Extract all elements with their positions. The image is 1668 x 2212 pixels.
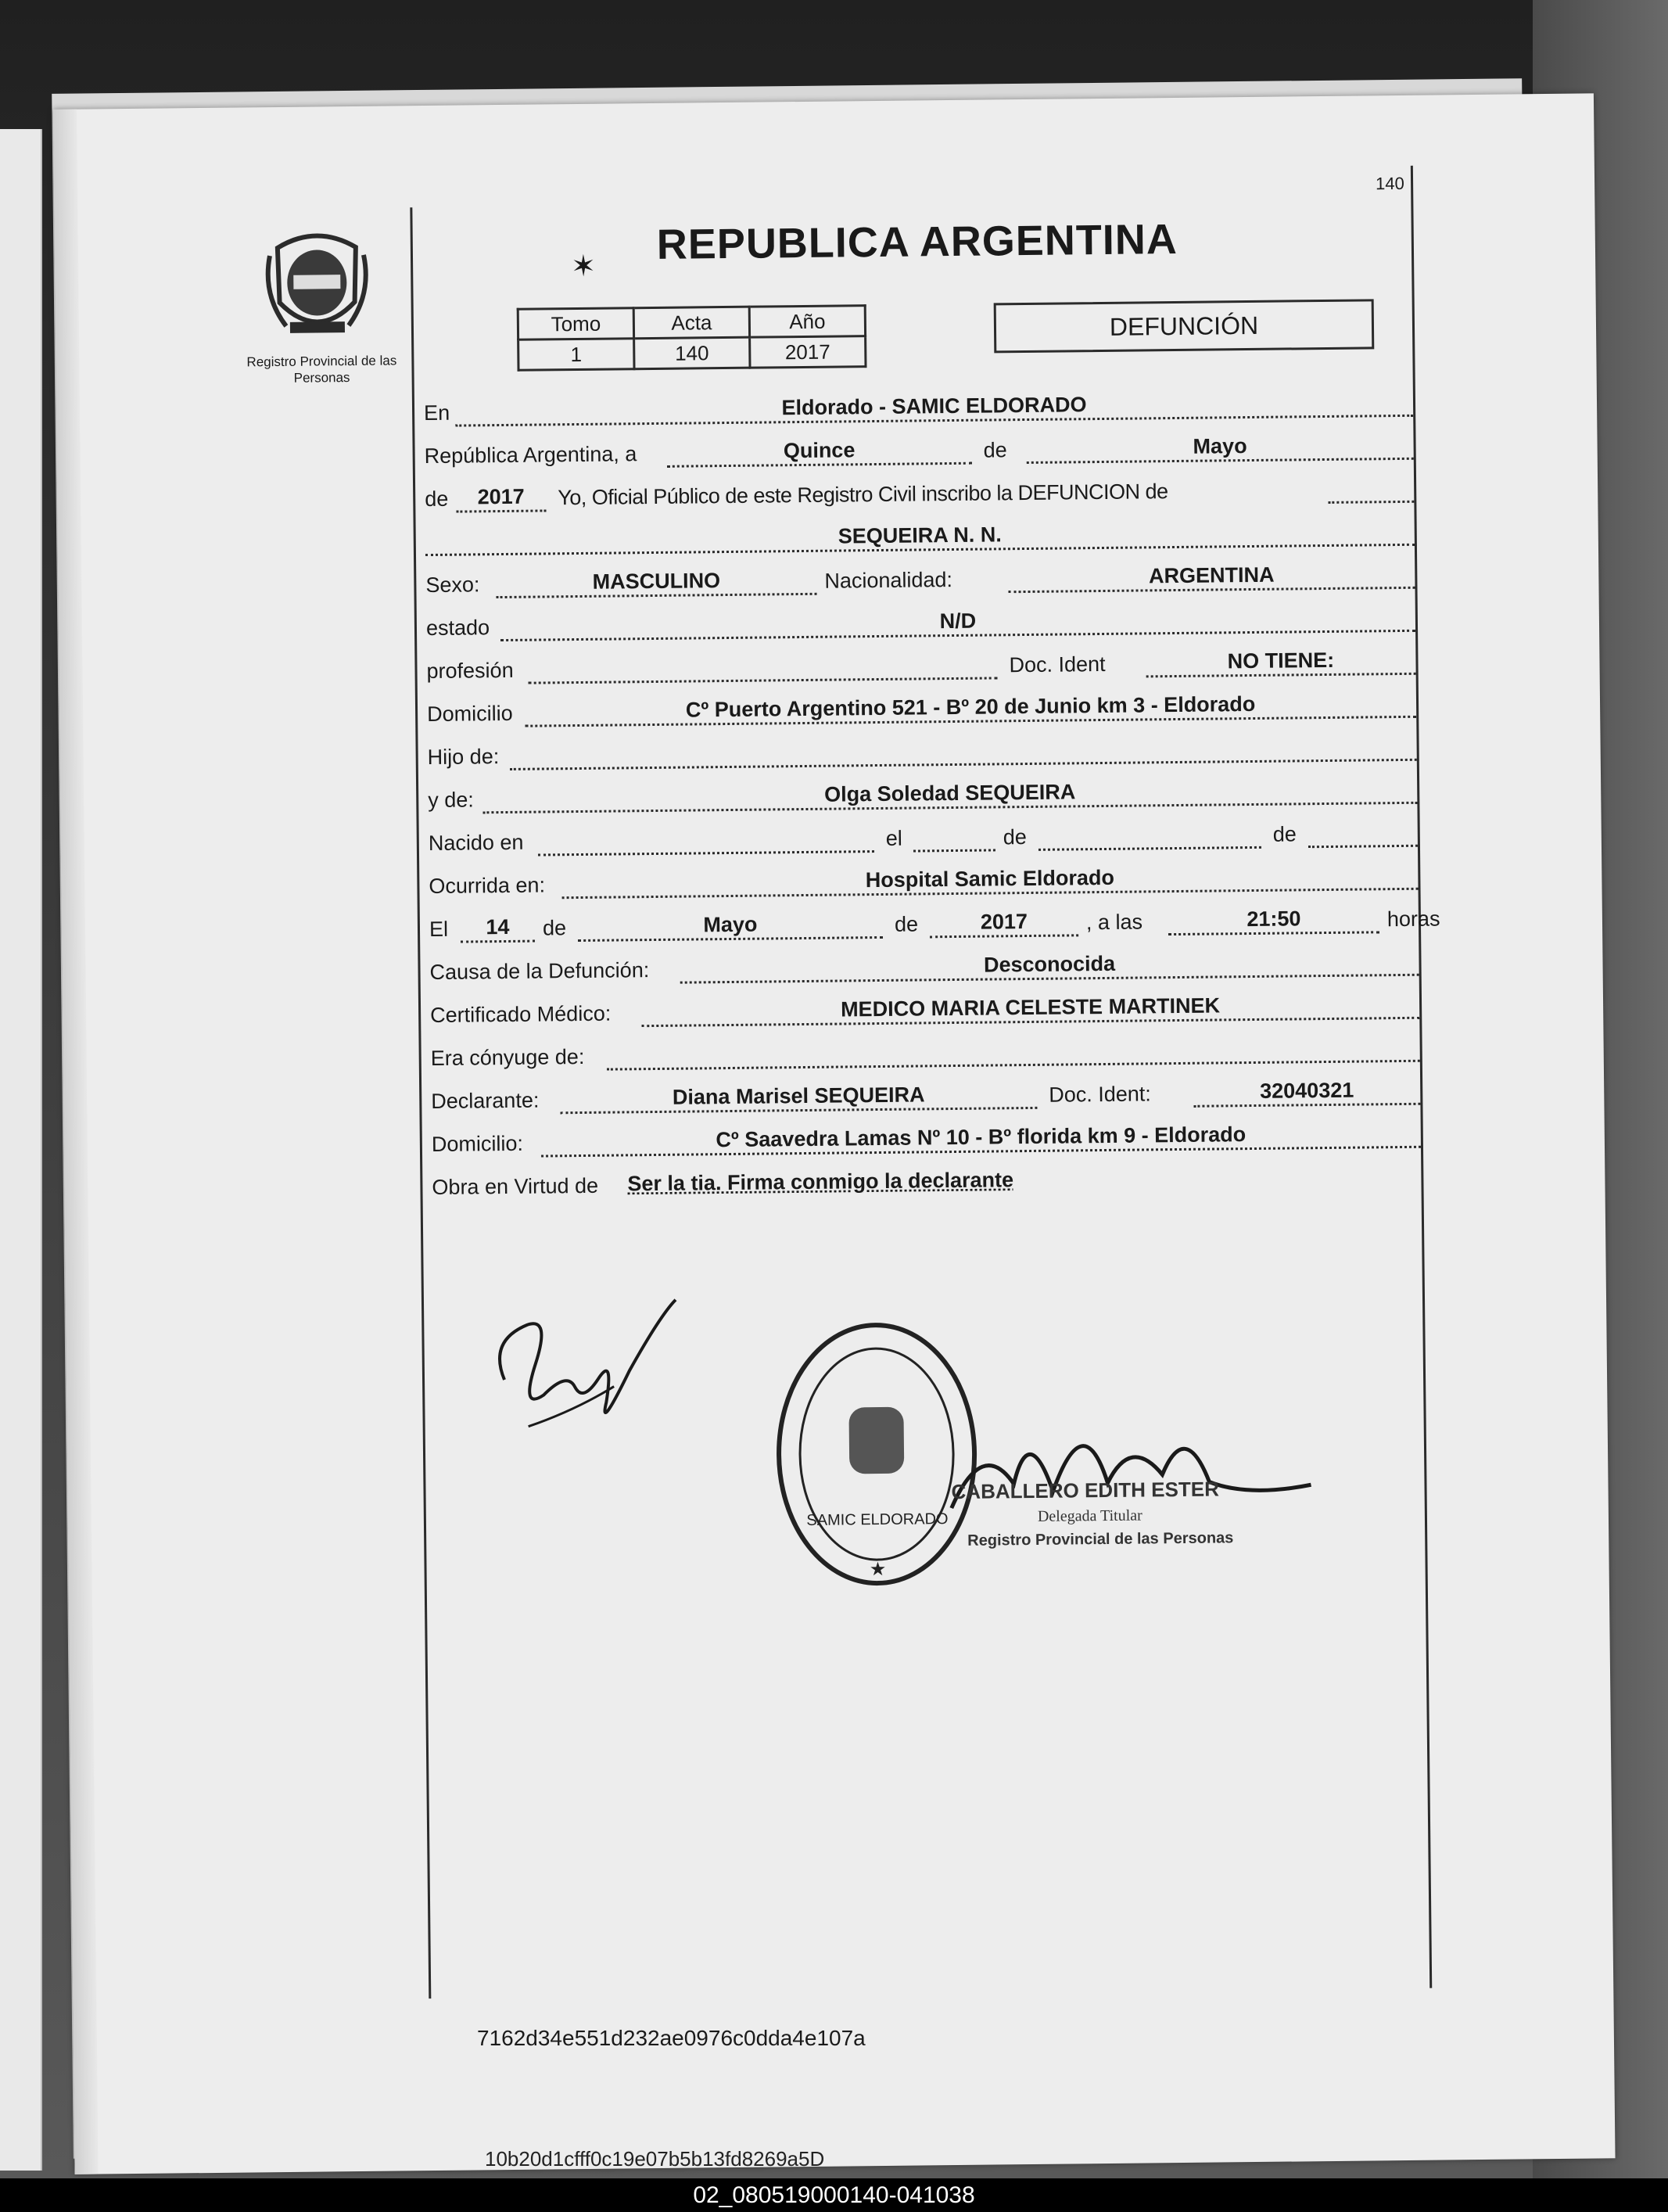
provincial-crest-icon [262, 224, 373, 342]
value-death-year: 2017 [980, 910, 1028, 934]
footer-file-id: 02_080519000140-041038 [693, 2182, 975, 2208]
label-cause: Causa de la Defunción: [429, 958, 650, 985]
value-day-text: Quince [783, 438, 856, 463]
value-certificate: MEDICO MARIA CELESTE MARTINEK [840, 993, 1221, 1022]
label-occurred: Ocurrida en: [429, 873, 546, 899]
row-en [424, 389, 1417, 430]
label-de: de [1272, 822, 1297, 846]
value-reason: Ser la tia. Firma conmigo la declarante [627, 1168, 1014, 1196]
row-sex [425, 561, 1419, 602]
label-de: de [894, 912, 919, 936]
register-label: Acta [633, 307, 749, 339]
value-occurred: Hospital Samic Eldorado [865, 865, 1115, 892]
label-hours: horas [1386, 907, 1440, 932]
label-declarant: Declarante: [431, 1088, 540, 1114]
row-death-date [429, 905, 1438, 947]
row-address [427, 690, 1420, 731]
row-cause [429, 948, 1422, 989]
label-child-of: Hijo de: [427, 745, 500, 770]
row-certificate [430, 991, 1423, 1032]
register-value: 2017 [750, 336, 866, 368]
label-born-in: Nacido en [428, 830, 524, 856]
label-de-year: de [425, 487, 449, 512]
row-marital [426, 604, 1419, 645]
svg-text:★: ★ [869, 1558, 887, 1581]
inscription-text: Yo, Oficial Público de este Registro Civil inscribo la DEFUNCION de [558, 479, 1168, 510]
row-occurred [429, 862, 1422, 903]
register-value: 1 [518, 339, 634, 371]
field-line [1308, 818, 1418, 848]
crest-caption: Registro Provincial de las Personas [246, 353, 397, 386]
official-office: Registro Provincial de las Personas [967, 1529, 1234, 1549]
label-and-of: y de: [428, 788, 474, 813]
value-month: Mayo [1193, 434, 1247, 458]
label-republica: República Argentina, a [424, 442, 637, 469]
value-address: Cº Puerto Argentino 521 - Bº 20 de Junio km 3 - Eldorado [685, 691, 1256, 722]
register-table [517, 304, 867, 372]
value-death-day: 14 [486, 914, 510, 939]
field-line [509, 732, 1416, 770]
field-line [528, 650, 997, 684]
label-address: Domicilio: [431, 1131, 524, 1157]
row-child-of [428, 733, 1421, 774]
value-declarant-address: Cº Saavedra Lamas Nº 10 - Bº florida km 9 - Eldorado [716, 1122, 1247, 1152]
register-label: Tomo [518, 308, 633, 340]
row-profession [426, 647, 1419, 688]
row-born [429, 819, 1422, 860]
label-sex: Sexo: [425, 573, 480, 598]
row-year [425, 475, 1418, 516]
value-nationality: ARGENTINA [1148, 562, 1275, 588]
label-address: Domicilio [426, 701, 513, 727]
label-el: el [885, 826, 902, 850]
value-death-month: Mayo [703, 912, 758, 937]
label-reason: Obra en Virtud de [432, 1173, 599, 1200]
left-margin-rule [410, 207, 431, 1998]
declarant-signature [480, 1292, 685, 1443]
official-signature [934, 1387, 1343, 1571]
field-line [538, 824, 874, 856]
row-reason [432, 1163, 1425, 1205]
field-line [607, 1033, 1420, 1071]
document-hash: 7162d34e551d232ae0976c0dda4e107a [477, 2026, 866, 2050]
register-label: Año [749, 306, 865, 338]
row-declarant [431, 1077, 1424, 1119]
label-at: , a las [1085, 910, 1143, 935]
value-year: 2017 [477, 484, 525, 509]
star-mark: ✶ [570, 250, 597, 284]
label-de: de [983, 438, 1007, 462]
death-certificate-page [53, 93, 1616, 2174]
register-value: 140 [634, 337, 750, 369]
adjacent-sheet [0, 129, 42, 2171]
page-number: 140 [1375, 173, 1404, 194]
label-de: de [542, 916, 567, 940]
svg-text:SAMIC ELDORADO: SAMIC ELDORADO [806, 1510, 949, 1530]
value-deceased-name: SEQUEIRA N. N. [838, 522, 1002, 548]
value-doc-ident: NO TIENE: [1227, 648, 1335, 673]
value-cause: Desconocida [983, 951, 1116, 977]
label-nationality: Nacionalidad: [824, 567, 953, 593]
label-doc-ident: Doc. Ident: [1049, 1082, 1151, 1107]
value-death-time: 21:50 [1247, 907, 1301, 932]
value-marital: N/D [939, 609, 977, 634]
row-name [425, 518, 1419, 559]
official-name: CABALLERO EDITH ESTER [951, 1477, 1220, 1504]
label-doc-ident: Doc. Ident [1009, 652, 1106, 677]
row-and-of [428, 776, 1421, 817]
label-spouse: Era cónyuge de: [430, 1044, 585, 1071]
register-header-row [518, 306, 865, 340]
label-en: En [423, 400, 450, 426]
field-line [1038, 820, 1261, 851]
value-sex: MASCULINO [592, 569, 721, 594]
document-title: REPUBLICA ARGENTINA [656, 215, 1178, 268]
label-certificate: Certificado Médico: [429, 1001, 612, 1028]
value-declarant: Diana Marisel SEQUEIRA [672, 1083, 925, 1109]
record-type-box: DEFUNCIÓN [994, 299, 1375, 353]
field-line [1328, 474, 1414, 504]
document-hash-secondary: 10b20d1cfff0c19e07b5b13fd8269a5D [485, 2147, 825, 2171]
label-el: El [429, 917, 449, 942]
label-de: de [1003, 825, 1028, 849]
field-line [913, 822, 995, 852]
label-profession: profesión [426, 658, 514, 684]
official-role: Delegada Titular [1037, 1506, 1142, 1525]
value-mother: Olga Soledad SEQUEIRA [824, 780, 1076, 806]
row-declarant-address [432, 1120, 1425, 1162]
row-date [424, 432, 1417, 473]
label-estado: estado [425, 616, 490, 641]
row-spouse [431, 1034, 1424, 1075]
register-value-row [518, 336, 866, 371]
value-declarant-doc: 32040321 [1259, 1078, 1354, 1103]
value-place: Eldorado - SAMIC ELDORADO [781, 393, 1087, 420]
